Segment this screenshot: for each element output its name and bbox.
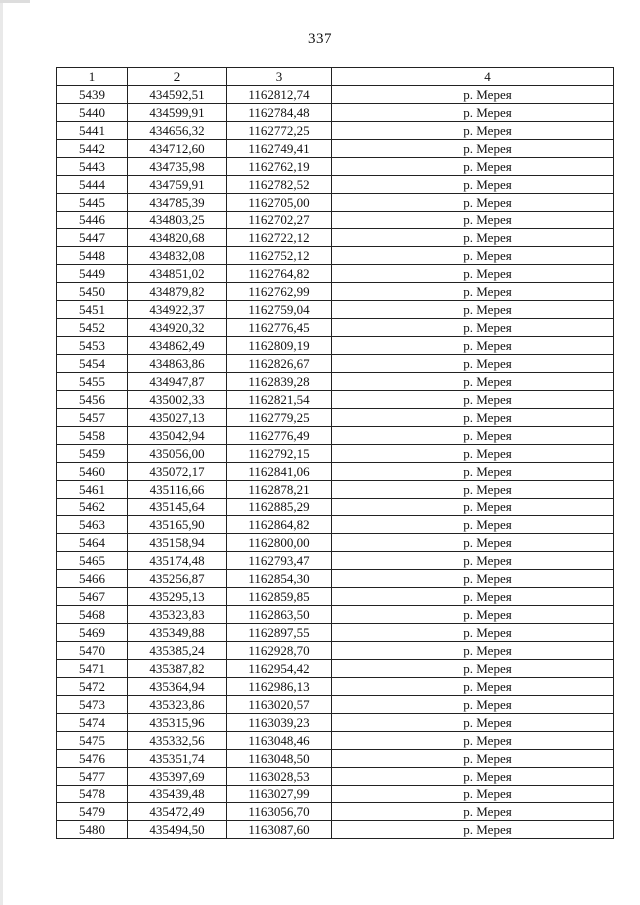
description-cell: р. Мерея xyxy=(332,265,614,283)
description-cell: р. Мерея xyxy=(332,319,614,337)
description-cell: р. Мерея xyxy=(332,534,614,552)
point-number-cell: 5453 xyxy=(57,337,128,355)
y-coordinate-cell: 1162782,52 xyxy=(227,175,332,193)
y-coordinate-cell: 1162986,13 xyxy=(227,677,332,695)
description-cell: р. Мерея xyxy=(332,426,614,444)
description-cell: р. Мерея xyxy=(332,570,614,588)
y-coordinate-cell: 1162839,28 xyxy=(227,372,332,390)
point-number-cell: 5475 xyxy=(57,731,128,749)
table-row xyxy=(57,283,614,301)
point-number-cell: 5460 xyxy=(57,462,128,480)
y-coordinate-cell: 1162752,12 xyxy=(227,247,332,265)
point-number-cell: 5463 xyxy=(57,516,128,534)
description-cell: р. Мерея xyxy=(332,139,614,157)
scan-edge xyxy=(0,0,3,905)
x-coordinate-cell: 435027,13 xyxy=(128,408,227,426)
table-header xyxy=(57,68,614,86)
description-cell: р. Мерея xyxy=(332,157,614,175)
description-cell: р. Мерея xyxy=(332,624,614,642)
description-cell: р. Мерея xyxy=(332,301,614,319)
y-coordinate-cell: 1162864,82 xyxy=(227,516,332,534)
x-coordinate-cell: 434920,32 xyxy=(128,319,227,337)
y-coordinate-cell: 1162762,19 xyxy=(227,157,332,175)
y-coordinate-cell: 1162784,48 xyxy=(227,103,332,121)
x-coordinate-cell: 434832,08 xyxy=(128,247,227,265)
point-number-cell: 5450 xyxy=(57,283,128,301)
y-coordinate-cell: 1163028,53 xyxy=(227,767,332,785)
description-cell: р. Мерея xyxy=(332,390,614,408)
table-row xyxy=(57,426,614,444)
x-coordinate-cell: 434863,86 xyxy=(128,355,227,373)
y-coordinate-cell: 1163048,46 xyxy=(227,731,332,749)
description-cell: р. Мерея xyxy=(332,103,614,121)
x-coordinate-cell: 435349,88 xyxy=(128,624,227,642)
description-cell: р. Мерея xyxy=(332,659,614,677)
point-number-cell: 5469 xyxy=(57,624,128,642)
table-row xyxy=(57,175,614,193)
point-number-cell: 5477 xyxy=(57,767,128,785)
y-coordinate-cell: 1162897,55 xyxy=(227,624,332,642)
y-coordinate-cell: 1162705,00 xyxy=(227,193,332,211)
description-cell: р. Мерея xyxy=(332,283,614,301)
y-coordinate-cell: 1163056,70 xyxy=(227,803,332,821)
y-coordinate-cell: 1162779,25 xyxy=(227,408,332,426)
table-row xyxy=(57,229,614,247)
point-number-cell: 5455 xyxy=(57,372,128,390)
page-number: 337 xyxy=(308,31,332,47)
point-number-cell: 5461 xyxy=(57,480,128,498)
point-number-cell: 5444 xyxy=(57,175,128,193)
point-number-cell: 5454 xyxy=(57,355,128,373)
point-number-cell: 5462 xyxy=(57,498,128,516)
table-row xyxy=(57,301,614,319)
x-coordinate-cell: 434759,91 xyxy=(128,175,227,193)
table-row xyxy=(57,588,614,606)
column-header-4: 4 xyxy=(332,68,614,86)
description-cell: р. Мерея xyxy=(332,444,614,462)
description-cell: р. Мерея xyxy=(332,229,614,247)
table-row xyxy=(57,337,614,355)
description-cell: р. Мерея xyxy=(332,211,614,229)
table-row xyxy=(57,821,614,839)
y-coordinate-cell: 1163048,50 xyxy=(227,749,332,767)
column-header-2: 2 xyxy=(128,68,227,86)
description-cell: р. Мерея xyxy=(332,731,614,749)
x-coordinate-cell: 435116,66 xyxy=(128,480,227,498)
x-coordinate-cell: 434947,87 xyxy=(128,372,227,390)
y-coordinate-cell: 1162776,49 xyxy=(227,426,332,444)
x-coordinate-cell: 435472,49 xyxy=(128,803,227,821)
description-cell: р. Мерея xyxy=(332,749,614,767)
description-cell: р. Мерея xyxy=(332,337,614,355)
x-coordinate-cell: 434735,98 xyxy=(128,157,227,175)
table-row xyxy=(57,552,614,570)
x-coordinate-cell: 435439,48 xyxy=(128,785,227,803)
x-coordinate-cell: 435145,64 xyxy=(128,498,227,516)
x-coordinate-cell: 434599,91 xyxy=(128,103,227,121)
x-coordinate-cell: 435295,13 xyxy=(128,588,227,606)
point-number-cell: 5452 xyxy=(57,319,128,337)
description-cell: р. Мерея xyxy=(332,767,614,785)
table-body xyxy=(57,85,614,838)
table-row xyxy=(57,444,614,462)
point-number-cell: 5470 xyxy=(57,642,128,660)
table-row xyxy=(57,480,614,498)
table-row xyxy=(57,785,614,803)
table-row xyxy=(57,498,614,516)
point-number-cell: 5440 xyxy=(57,103,128,121)
y-coordinate-cell: 1162792,15 xyxy=(227,444,332,462)
y-coordinate-cell: 1162793,47 xyxy=(227,552,332,570)
table-row xyxy=(57,139,614,157)
point-number-cell: 5441 xyxy=(57,121,128,139)
x-coordinate-cell: 435072,17 xyxy=(128,462,227,480)
description-cell: р. Мерея xyxy=(332,803,614,821)
y-coordinate-cell: 1162812,74 xyxy=(227,85,332,103)
x-coordinate-cell: 434820,68 xyxy=(128,229,227,247)
point-number-cell: 5473 xyxy=(57,695,128,713)
y-coordinate-cell: 1163039,23 xyxy=(227,713,332,731)
description-cell: р. Мерея xyxy=(332,588,614,606)
point-number-cell: 5456 xyxy=(57,390,128,408)
y-coordinate-cell: 1162749,41 xyxy=(227,139,332,157)
description-cell: р. Мерея xyxy=(332,516,614,534)
x-coordinate-cell: 435323,86 xyxy=(128,695,227,713)
x-coordinate-cell: 434785,39 xyxy=(128,193,227,211)
description-cell: р. Мерея xyxy=(332,695,614,713)
point-number-cell: 5466 xyxy=(57,570,128,588)
point-number-cell: 5451 xyxy=(57,301,128,319)
table-row xyxy=(57,121,614,139)
point-number-cell: 5443 xyxy=(57,157,128,175)
table-row xyxy=(57,355,614,373)
table-row xyxy=(57,319,614,337)
x-coordinate-cell: 434656,32 xyxy=(128,121,227,139)
x-coordinate-cell: 435002,33 xyxy=(128,390,227,408)
point-number-cell: 5472 xyxy=(57,677,128,695)
description-cell: р. Мерея xyxy=(332,785,614,803)
y-coordinate-cell: 1162776,45 xyxy=(227,319,332,337)
x-coordinate-cell: 435332,56 xyxy=(128,731,227,749)
point-number-cell: 5480 xyxy=(57,821,128,839)
table-row xyxy=(57,103,614,121)
description-cell: р. Мерея xyxy=(332,677,614,695)
y-coordinate-cell: 1162863,50 xyxy=(227,606,332,624)
y-coordinate-cell: 1162809,19 xyxy=(227,337,332,355)
y-coordinate-cell: 1162702,27 xyxy=(227,211,332,229)
description-cell: р. Мерея xyxy=(332,193,614,211)
table-row xyxy=(57,390,614,408)
x-coordinate-cell: 435494,50 xyxy=(128,821,227,839)
description-cell: р. Мерея xyxy=(332,355,614,373)
x-coordinate-cell: 434592,51 xyxy=(128,85,227,103)
x-coordinate-cell: 435315,96 xyxy=(128,713,227,731)
point-number-cell: 5448 xyxy=(57,247,128,265)
table-row xyxy=(57,713,614,731)
x-coordinate-cell: 435364,94 xyxy=(128,677,227,695)
description-cell: р. Мерея xyxy=(332,121,614,139)
scan-corner xyxy=(0,0,30,3)
table-row xyxy=(57,659,614,677)
table-row xyxy=(57,211,614,229)
table-row xyxy=(57,265,614,283)
point-number-cell: 5471 xyxy=(57,659,128,677)
x-coordinate-cell: 434879,82 xyxy=(128,283,227,301)
table-row xyxy=(57,749,614,767)
table-row xyxy=(57,677,614,695)
y-coordinate-cell: 1162821,54 xyxy=(227,390,332,408)
y-coordinate-cell: 1163020,57 xyxy=(227,695,332,713)
point-number-cell: 5446 xyxy=(57,211,128,229)
x-coordinate-cell: 434803,25 xyxy=(128,211,227,229)
point-number-cell: 5447 xyxy=(57,229,128,247)
x-coordinate-cell: 435165,90 xyxy=(128,516,227,534)
point-number-cell: 5479 xyxy=(57,803,128,821)
point-number-cell: 5439 xyxy=(57,85,128,103)
table-row xyxy=(57,408,614,426)
y-coordinate-cell: 1162859,85 xyxy=(227,588,332,606)
table-row xyxy=(57,767,614,785)
point-number-cell: 5478 xyxy=(57,785,128,803)
point-number-cell: 5467 xyxy=(57,588,128,606)
table-row xyxy=(57,462,614,480)
table-row xyxy=(57,642,614,660)
x-coordinate-cell: 435323,83 xyxy=(128,606,227,624)
x-coordinate-cell: 434851,02 xyxy=(128,265,227,283)
y-coordinate-cell: 1162772,25 xyxy=(227,121,332,139)
y-coordinate-cell: 1163027,99 xyxy=(227,785,332,803)
coordinates-table xyxy=(56,67,614,839)
description-cell: р. Мерея xyxy=(332,642,614,660)
point-number-cell: 5445 xyxy=(57,193,128,211)
y-coordinate-cell: 1162885,29 xyxy=(227,498,332,516)
point-number-cell: 5449 xyxy=(57,265,128,283)
x-coordinate-cell: 434862,49 xyxy=(128,337,227,355)
table-row xyxy=(57,606,614,624)
point-number-cell: 5457 xyxy=(57,408,128,426)
y-coordinate-cell: 1162759,04 xyxy=(227,301,332,319)
y-coordinate-cell: 1162954,42 xyxy=(227,659,332,677)
description-cell: р. Мерея xyxy=(332,408,614,426)
y-coordinate-cell: 1162841,06 xyxy=(227,462,332,480)
point-number-cell: 5459 xyxy=(57,444,128,462)
description-cell: р. Мерея xyxy=(332,247,614,265)
x-coordinate-cell: 435158,94 xyxy=(128,534,227,552)
column-header-3: 3 xyxy=(227,68,332,86)
point-number-cell: 5458 xyxy=(57,426,128,444)
x-coordinate-cell: 434922,37 xyxy=(128,301,227,319)
point-number-cell: 5476 xyxy=(57,749,128,767)
point-number-cell: 5474 xyxy=(57,713,128,731)
y-coordinate-cell: 1162762,99 xyxy=(227,283,332,301)
x-coordinate-cell: 435256,87 xyxy=(128,570,227,588)
y-coordinate-cell: 1162722,12 xyxy=(227,229,332,247)
x-coordinate-cell: 435387,82 xyxy=(128,659,227,677)
point-number-cell: 5465 xyxy=(57,552,128,570)
description-cell: р. Мерея xyxy=(332,85,614,103)
y-coordinate-cell: 1163087,60 xyxy=(227,821,332,839)
y-coordinate-cell: 1162878,21 xyxy=(227,480,332,498)
table-row xyxy=(57,534,614,552)
y-coordinate-cell: 1162928,70 xyxy=(227,642,332,660)
point-number-cell: 5464 xyxy=(57,534,128,552)
y-coordinate-cell: 1162764,82 xyxy=(227,265,332,283)
table-row xyxy=(57,372,614,390)
y-coordinate-cell: 1162800,00 xyxy=(227,534,332,552)
x-coordinate-cell: 435174,48 xyxy=(128,552,227,570)
description-cell: р. Мерея xyxy=(332,606,614,624)
description-cell: р. Мерея xyxy=(332,480,614,498)
description-cell: р. Мерея xyxy=(332,821,614,839)
x-coordinate-cell: 435385,24 xyxy=(128,642,227,660)
point-number-cell: 5442 xyxy=(57,139,128,157)
header-row xyxy=(57,68,614,86)
x-coordinate-cell: 434712,60 xyxy=(128,139,227,157)
description-cell: р. Мерея xyxy=(332,175,614,193)
description-cell: р. Мерея xyxy=(332,462,614,480)
table-row xyxy=(57,731,614,749)
x-coordinate-cell: 435056,00 xyxy=(128,444,227,462)
description-cell: р. Мерея xyxy=(332,498,614,516)
x-coordinate-cell: 435397,69 xyxy=(128,767,227,785)
x-coordinate-cell: 435042,94 xyxy=(128,426,227,444)
point-number-cell: 5468 xyxy=(57,606,128,624)
table-row xyxy=(57,516,614,534)
table-row xyxy=(57,624,614,642)
description-cell: р. Мерея xyxy=(332,713,614,731)
y-coordinate-cell: 1162826,67 xyxy=(227,355,332,373)
table-row xyxy=(57,570,614,588)
table-row xyxy=(57,247,614,265)
table-row xyxy=(57,85,614,103)
description-cell: р. Мерея xyxy=(332,372,614,390)
description-cell: р. Мерея xyxy=(332,552,614,570)
y-coordinate-cell: 1162854,30 xyxy=(227,570,332,588)
table-row xyxy=(57,193,614,211)
table-row xyxy=(57,695,614,713)
column-header-1: 1 xyxy=(57,68,128,86)
x-coordinate-cell: 435351,74 xyxy=(128,749,227,767)
table-row xyxy=(57,157,614,175)
table-row xyxy=(57,803,614,821)
